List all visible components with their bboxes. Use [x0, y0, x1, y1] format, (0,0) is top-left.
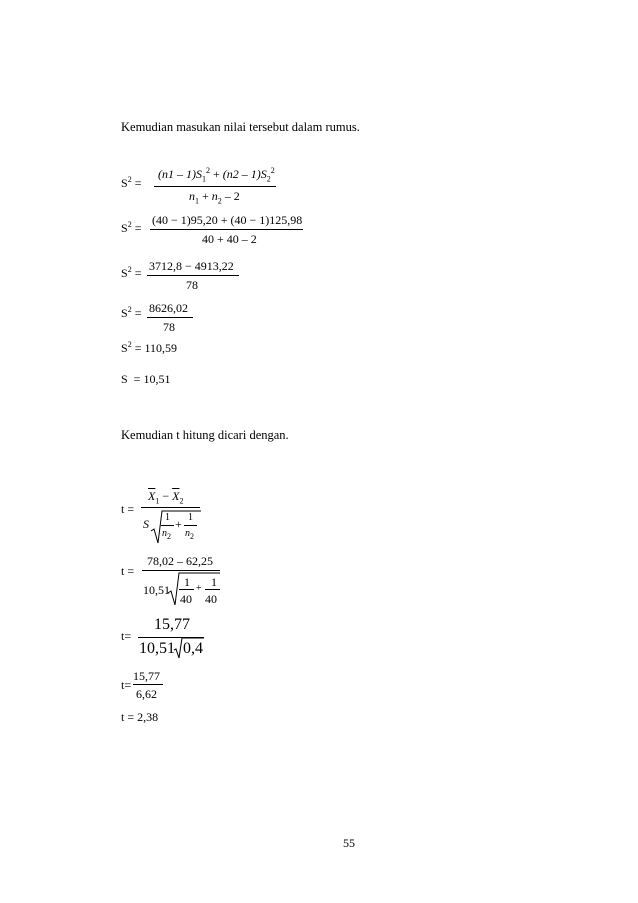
- eq3-denominator: 78: [186, 278, 198, 292]
- eq2-denominator: 40 + 40 – 2: [202, 232, 257, 246]
- t4-numerator: 15,77: [133, 669, 160, 683]
- t2-inner-bar-a: [179, 589, 194, 590]
- t2-numerator: 78,02 – 62,25: [147, 554, 213, 568]
- t2-inner-bar-b: [205, 589, 220, 590]
- eq3-lhs: $S^2$ =: [121, 265, 142, 280]
- t2-d-a: 40: [180, 592, 192, 606]
- eq4-numerator: 8626,02: [149, 301, 188, 315]
- eq4-fraction-bar: [147, 317, 193, 318]
- t1-inner-bar-b: [184, 525, 197, 526]
- t2-plus: +: [196, 583, 202, 594]
- eq6: S = 10,51: [121, 372, 171, 386]
- t3-radicand: 0,4: [183, 640, 203, 657]
- t4-lhs: t=: [121, 678, 132, 692]
- t1-n-a: $n_2$: [162, 528, 171, 541]
- t1-inner-bar-a: [161, 525, 174, 526]
- eq1-lhs: $S^2$ =: [121, 175, 142, 190]
- t2-lhs: t =: [121, 564, 135, 578]
- t1-numerator: $\overline{X}_1 - \overline{X}_2$: [148, 489, 184, 506]
- t2-d-b: 40: [205, 592, 217, 606]
- eq1-numerator: $(n1 - 1)S_1^2 + (n2 - 1)S_2^2$: [158, 166, 275, 184]
- t2-one-a: 1: [184, 575, 190, 589]
- t1-one-b: 1: [188, 512, 193, 523]
- eq3-numerator: 3712,8 − 4913,22: [149, 259, 234, 273]
- eq4-lhs: $S^2$ =: [121, 305, 142, 320]
- t3-coef: 10,51: [139, 640, 175, 657]
- t1-fraction-bar: [141, 507, 200, 508]
- t1-n-b: $n_2$: [185, 528, 194, 541]
- t2-one-b: 1: [211, 575, 217, 589]
- eq3-fraction-bar: [147, 275, 239, 276]
- t1-plus: +: [175, 517, 182, 531]
- eq2-numerator: (40 − 1)95,20 + (40 − 1)125,98: [152, 213, 303, 227]
- t4-fraction-bar: [133, 684, 163, 685]
- eq4-denominator: 78: [163, 320, 175, 334]
- eq1-denominator: $n_1 + n_2 - 2$: [189, 189, 240, 206]
- eq2-lhs: $S^2$ =: [121, 220, 142, 235]
- t2-coef: 10,51: [143, 583, 170, 597]
- t5-result: t = 2,38: [121, 710, 159, 724]
- eq1-fraction-bar: [154, 186, 276, 187]
- t1-one-a: 1: [165, 512, 170, 523]
- t3-lhs: t=: [121, 629, 132, 643]
- t1-lhs: t =: [121, 502, 135, 516]
- intro-text-2: Kemudian t hitung dicari dengan.: [121, 428, 289, 442]
- t3-numerator: 15,77: [154, 616, 190, 633]
- page-number: 55: [343, 836, 355, 850]
- t4-denominator: 6,62: [136, 687, 157, 701]
- eq5: $S^2 = 110,59$: [121, 340, 178, 355]
- t1-s: S: [143, 517, 149, 531]
- intro-text-1: Kemudian masukan nilai tersebut dalam rumus.: [121, 120, 360, 134]
- eq2-fraction-bar: [150, 229, 303, 230]
